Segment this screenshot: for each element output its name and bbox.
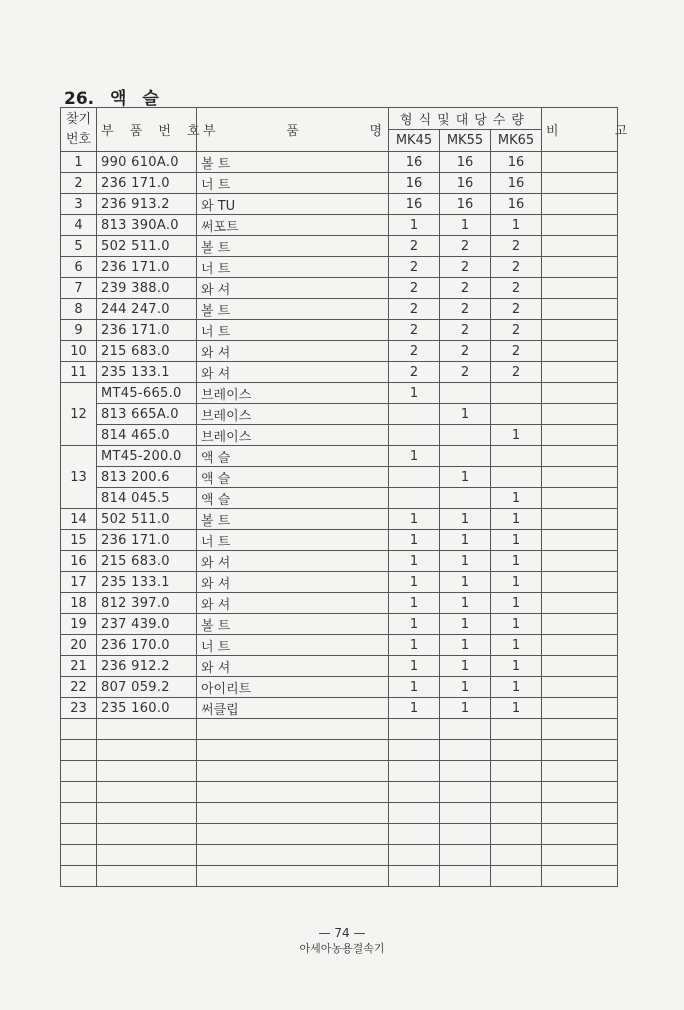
- empty-cell: [542, 803, 618, 824]
- empty-cell: [97, 824, 197, 845]
- remarks-cell: [542, 320, 618, 341]
- qty-cell: 2: [440, 320, 491, 341]
- remarks-cell: [542, 362, 618, 383]
- empty-cell: [197, 740, 389, 761]
- remarks-cell: [542, 257, 618, 278]
- remarks-cell: [542, 530, 618, 551]
- header-part-name: [197, 108, 389, 152]
- empty-cell: [542, 740, 618, 761]
- empty-cell: [61, 824, 97, 845]
- empty-cell: [542, 845, 618, 866]
- table-row: [61, 152, 618, 173]
- find-no-cell: 23: [61, 698, 97, 719]
- qty-cell: 1: [491, 698, 542, 719]
- part-number-cell: 812 397.0: [97, 593, 197, 614]
- qty-cell: 1: [491, 614, 542, 635]
- part-name-cell: 너 트: [197, 635, 389, 656]
- qty-cell: 1: [440, 215, 491, 236]
- empty-cell: [491, 824, 542, 845]
- qty-cell: 2: [491, 299, 542, 320]
- qty-cell: 1: [389, 656, 440, 677]
- qty-cell: 2: [491, 341, 542, 362]
- find-no-cell: 12: [61, 383, 97, 446]
- qty-cell: 2: [491, 257, 542, 278]
- qty-cell: 2: [389, 236, 440, 257]
- table-row: [61, 551, 618, 572]
- qty-cell: 2: [389, 362, 440, 383]
- empty-cell: [197, 782, 389, 803]
- table-row: [61, 698, 618, 719]
- qty-cell: 1: [491, 677, 542, 698]
- table-row: [61, 614, 618, 635]
- part-name-cell: 볼 트: [197, 299, 389, 320]
- remarks-cell: [542, 446, 618, 467]
- find-no-cell: 17: [61, 572, 97, 593]
- qty-cell: 1: [389, 530, 440, 551]
- remarks-cell: [542, 509, 618, 530]
- qty-cell: 1: [440, 698, 491, 719]
- table-row: [61, 677, 618, 698]
- find-no-cell: 15: [61, 530, 97, 551]
- empty-cell: [197, 824, 389, 845]
- part-number-cell: 236 170.0: [97, 635, 197, 656]
- empty-cell: [542, 761, 618, 782]
- table-row: [61, 467, 618, 488]
- empty-table-row: [61, 803, 618, 824]
- table-row: [61, 215, 618, 236]
- page-title: 26. 액 슬: [64, 89, 159, 109]
- qty-cell: 16: [440, 173, 491, 194]
- part-number-cell: 502 511.0: [97, 236, 197, 257]
- empty-cell: [97, 845, 197, 866]
- publisher-label: 아세아농용결속기: [299, 942, 385, 955]
- remarks-cell: [542, 572, 618, 593]
- qty-cell: 2: [389, 320, 440, 341]
- find-no-cell: 10: [61, 341, 97, 362]
- parts-table-body: [61, 152, 618, 887]
- qty-cell: 1: [440, 530, 491, 551]
- empty-cell: [491, 740, 542, 761]
- part-name-cell: 브레이스: [197, 404, 389, 425]
- find-no-cell: 3: [61, 194, 97, 215]
- part-name-cell: 너 트: [197, 530, 389, 551]
- qty-cell: 1: [440, 677, 491, 698]
- empty-cell: [97, 782, 197, 803]
- table-row: [61, 488, 618, 509]
- empty-cell: [97, 761, 197, 782]
- find-no-cell: 2: [61, 173, 97, 194]
- part-number-cell: 813 390A.0: [97, 215, 197, 236]
- part-name-cell: 와 셔: [197, 551, 389, 572]
- part-name-cell: 아이리트: [197, 677, 389, 698]
- part-name-cell: 써클립: [197, 698, 389, 719]
- remarks-cell: [542, 404, 618, 425]
- empty-cell: [491, 866, 542, 887]
- empty-cell: [542, 824, 618, 845]
- part-name-cell: 너 트: [197, 257, 389, 278]
- qty-cell: 16: [440, 194, 491, 215]
- empty-cell: [440, 824, 491, 845]
- empty-cell: [542, 719, 618, 740]
- part-name-cell: 써포트: [197, 215, 389, 236]
- empty-cell: [389, 845, 440, 866]
- part-name-cell: 와 셔: [197, 593, 389, 614]
- qty-cell: 2: [491, 278, 542, 299]
- qty-cell: [389, 425, 440, 446]
- remarks-cell: [542, 341, 618, 362]
- header-qty-group: 형식및대당수량: [389, 108, 542, 130]
- part-name-cell: 와 셔: [197, 572, 389, 593]
- remarks-cell: [542, 299, 618, 320]
- empty-table-row: [61, 845, 618, 866]
- find-no-cell: 19: [61, 614, 97, 635]
- part-number-cell: 236 171.0: [97, 530, 197, 551]
- qty-cell: 1: [440, 509, 491, 530]
- part-number-cell: 235 133.1: [97, 362, 197, 383]
- find-no-cell: 13: [61, 446, 97, 509]
- empty-cell: [389, 740, 440, 761]
- qty-cell: 2: [440, 362, 491, 383]
- remarks-cell: [542, 614, 618, 635]
- qty-cell: 1: [389, 635, 440, 656]
- qty-cell: 1: [491, 572, 542, 593]
- empty-cell: [440, 803, 491, 824]
- part-name-cell: 와 셔: [197, 656, 389, 677]
- qty-cell: 16: [440, 152, 491, 173]
- header-model-mk55: MK55: [440, 130, 491, 152]
- part-name-cell: 볼 트: [197, 614, 389, 635]
- qty-cell: 1: [491, 488, 542, 509]
- qty-cell: [440, 383, 491, 404]
- empty-cell: [440, 740, 491, 761]
- empty-cell: [440, 719, 491, 740]
- part-name-cell: 와 셔: [197, 341, 389, 362]
- empty-cell: [197, 866, 389, 887]
- header-remarks: 비 고: [542, 108, 618, 152]
- table-row: [61, 530, 618, 551]
- part-name-cell: 너 트: [197, 173, 389, 194]
- qty-cell: 16: [491, 194, 542, 215]
- qty-cell: [491, 404, 542, 425]
- remarks-cell: [542, 425, 618, 446]
- header-part-name-1: 부: [203, 124, 216, 139]
- empty-cell: [61, 845, 97, 866]
- part-number-cell: MT45-200.0: [97, 446, 197, 467]
- empty-table-row: [61, 719, 618, 740]
- qty-cell: 2: [491, 362, 542, 383]
- part-number-cell: 215 683.0: [97, 551, 197, 572]
- part-number-cell: 807 059.2: [97, 677, 197, 698]
- remarks-cell: [542, 236, 618, 257]
- empty-cell: [61, 866, 97, 887]
- remarks-cell: [542, 278, 618, 299]
- remarks-cell: [542, 194, 618, 215]
- empty-cell: [389, 866, 440, 887]
- find-no-cell: 21: [61, 656, 97, 677]
- empty-cell: [61, 803, 97, 824]
- empty-cell: [197, 719, 389, 740]
- qty-cell: [440, 446, 491, 467]
- table-row: [61, 446, 618, 467]
- qty-cell: 1: [389, 383, 440, 404]
- part-number-cell: 813 665A.0: [97, 404, 197, 425]
- qty-cell: 1: [389, 698, 440, 719]
- qty-cell: 2: [389, 257, 440, 278]
- remarks-cell: [542, 173, 618, 194]
- part-name-cell: 액 슬: [197, 467, 389, 488]
- empty-cell: [61, 740, 97, 761]
- remarks-cell: [542, 215, 618, 236]
- qty-cell: 1: [491, 530, 542, 551]
- table-row: [61, 593, 618, 614]
- find-no-cell: 6: [61, 257, 97, 278]
- remarks-cell: [542, 488, 618, 509]
- part-number-cell: 239 388.0: [97, 278, 197, 299]
- empty-cell: [389, 782, 440, 803]
- empty-cell: [542, 782, 618, 803]
- empty-cell: [61, 761, 97, 782]
- empty-cell: [197, 845, 389, 866]
- empty-cell: [440, 845, 491, 866]
- qty-cell: 1: [440, 656, 491, 677]
- find-no-cell: 14: [61, 509, 97, 530]
- table-row: [61, 656, 618, 677]
- qty-cell: [440, 425, 491, 446]
- qty-cell: 2: [440, 341, 491, 362]
- part-name-cell: 브레이스: [197, 425, 389, 446]
- header-part-name-3: 명: [369, 124, 382, 139]
- qty-cell: 1: [440, 614, 491, 635]
- find-no-cell: 22: [61, 677, 97, 698]
- table-row: [61, 299, 618, 320]
- qty-cell: 2: [389, 341, 440, 362]
- part-number-cell: 235 160.0: [97, 698, 197, 719]
- table-row: [61, 236, 618, 257]
- empty-cell: [97, 803, 197, 824]
- empty-cell: [389, 803, 440, 824]
- part-number-cell: 236 913.2: [97, 194, 197, 215]
- table-row: [61, 509, 618, 530]
- qty-cell: 16: [389, 194, 440, 215]
- empty-cell: [389, 761, 440, 782]
- remarks-cell: [542, 551, 618, 572]
- qty-cell: [491, 446, 542, 467]
- part-name-cell: 와 셔: [197, 362, 389, 383]
- qty-cell: 1: [389, 509, 440, 530]
- qty-cell: 2: [491, 236, 542, 257]
- empty-cell: [197, 761, 389, 782]
- qty-cell: 1: [440, 635, 491, 656]
- qty-cell: 1: [491, 425, 542, 446]
- empty-table-row: [61, 740, 618, 761]
- empty-cell: [491, 782, 542, 803]
- empty-table-row: [61, 761, 618, 782]
- remarks-cell: [542, 677, 618, 698]
- remarks-cell: [542, 698, 618, 719]
- qty-cell: [389, 404, 440, 425]
- qty-cell: 1: [491, 551, 542, 572]
- empty-cell: [389, 824, 440, 845]
- part-number-cell: 237 439.0: [97, 614, 197, 635]
- table-row: [61, 173, 618, 194]
- empty-cell: [389, 719, 440, 740]
- part-name-cell: 너 트: [197, 320, 389, 341]
- qty-cell: 1: [491, 593, 542, 614]
- table-row: [61, 383, 618, 404]
- empty-cell: [440, 782, 491, 803]
- qty-cell: 1: [389, 446, 440, 467]
- qty-cell: 1: [389, 593, 440, 614]
- header-part-name-2: 품: [286, 124, 299, 139]
- table-row: [61, 320, 618, 341]
- header-find-no: 찾기 번호: [61, 108, 97, 152]
- part-name-cell: 와 셔: [197, 278, 389, 299]
- parts-table: [60, 107, 634, 887]
- part-name-cell: 액 슬: [197, 446, 389, 467]
- qty-cell: 1: [491, 635, 542, 656]
- qty-cell: 1: [440, 467, 491, 488]
- part-name-cell: 액 슬: [197, 488, 389, 509]
- part-name-cell: 볼 트: [197, 236, 389, 257]
- qty-cell: 2: [440, 299, 491, 320]
- table-row: [61, 635, 618, 656]
- qty-cell: 1: [389, 215, 440, 236]
- part-name-cell: 볼 트: [197, 152, 389, 173]
- table-row: [61, 425, 618, 446]
- part-number-cell: 244 247.0: [97, 299, 197, 320]
- part-number-cell: 814 465.0: [97, 425, 197, 446]
- qty-cell: 1: [491, 215, 542, 236]
- empty-cell: [97, 740, 197, 761]
- remarks-cell: [542, 152, 618, 173]
- part-number-cell: 502 511.0: [97, 509, 197, 530]
- qty-cell: 2: [389, 278, 440, 299]
- part-number-cell: 236 912.2: [97, 656, 197, 677]
- part-number-cell: 236 171.0: [97, 320, 197, 341]
- remarks-cell: [542, 593, 618, 614]
- find-no-cell: 4: [61, 215, 97, 236]
- find-no-cell: 1: [61, 152, 97, 173]
- qty-cell: 2: [440, 278, 491, 299]
- page-number: — 74 —: [318, 926, 366, 940]
- part-number-cell: MT45-665.0: [97, 383, 197, 404]
- qty-cell: 1: [389, 614, 440, 635]
- empty-cell: [491, 719, 542, 740]
- remarks-cell: [542, 656, 618, 677]
- part-number-cell: 990 610A.0: [97, 152, 197, 173]
- empty-cell: [440, 761, 491, 782]
- find-no-cell: 8: [61, 299, 97, 320]
- qty-cell: 1: [389, 551, 440, 572]
- remarks-cell: [542, 635, 618, 656]
- table-row: [61, 341, 618, 362]
- qty-cell: 1: [491, 656, 542, 677]
- table-row: [61, 404, 618, 425]
- part-number-cell: 215 683.0: [97, 341, 197, 362]
- remarks-cell: [542, 383, 618, 404]
- empty-cell: [97, 866, 197, 887]
- empty-cell: [97, 719, 197, 740]
- qty-cell: 2: [389, 299, 440, 320]
- empty-table-row: [61, 824, 618, 845]
- qty-cell: 16: [491, 173, 542, 194]
- part-name-cell: 브레이스: [197, 383, 389, 404]
- empty-table-row: [61, 782, 618, 803]
- part-number-cell: 236 171.0: [97, 173, 197, 194]
- qty-cell: 1: [440, 404, 491, 425]
- qty-cell: 2: [440, 236, 491, 257]
- part-name-cell: 와 TU: [197, 194, 389, 215]
- empty-cell: [542, 866, 618, 887]
- empty-cell: [197, 803, 389, 824]
- qty-cell: 1: [491, 509, 542, 530]
- qty-cell: [389, 467, 440, 488]
- header-model-mk65: MK65: [491, 130, 542, 152]
- qty-cell: 1: [440, 551, 491, 572]
- find-no-cell: 7: [61, 278, 97, 299]
- qty-cell: 16: [389, 173, 440, 194]
- qty-cell: 2: [491, 320, 542, 341]
- qty-cell: 1: [389, 572, 440, 593]
- empty-cell: [491, 803, 542, 824]
- empty-cell: [440, 866, 491, 887]
- table-row: [61, 362, 618, 383]
- qty-cell: 2: [440, 257, 491, 278]
- find-no-cell: 16: [61, 551, 97, 572]
- qty-cell: 16: [491, 152, 542, 173]
- qty-cell: [491, 383, 542, 404]
- empty-table-row: [61, 866, 618, 887]
- table-row: [61, 194, 618, 215]
- empty-cell: [61, 719, 97, 740]
- qty-cell: 16: [389, 152, 440, 173]
- qty-cell: [389, 488, 440, 509]
- qty-cell: 1: [440, 572, 491, 593]
- qty-cell: [440, 488, 491, 509]
- remarks-cell: [542, 467, 618, 488]
- part-number-cell: 813 200.6: [97, 467, 197, 488]
- part-name-cell: 볼 트: [197, 509, 389, 530]
- header-part-no: 부 품 번 호: [97, 108, 197, 152]
- find-no-cell: 5: [61, 236, 97, 257]
- part-number-cell: 235 133.1: [97, 572, 197, 593]
- empty-cell: [61, 782, 97, 803]
- qty-cell: [491, 467, 542, 488]
- find-no-cell: 9: [61, 320, 97, 341]
- table-row: [61, 257, 618, 278]
- table-row: [61, 278, 618, 299]
- table-row: [61, 572, 618, 593]
- qty-cell: 1: [389, 677, 440, 698]
- part-number-cell: 236 171.0: [97, 257, 197, 278]
- empty-cell: [491, 845, 542, 866]
- empty-cell: [491, 761, 542, 782]
- qty-cell: 1: [440, 593, 491, 614]
- find-no-cell: 11: [61, 362, 97, 383]
- part-number-cell: 814 045.5: [97, 488, 197, 509]
- find-no-cell: 18: [61, 593, 97, 614]
- find-no-cell: 20: [61, 635, 97, 656]
- header-model-mk45: MK45: [389, 130, 440, 152]
